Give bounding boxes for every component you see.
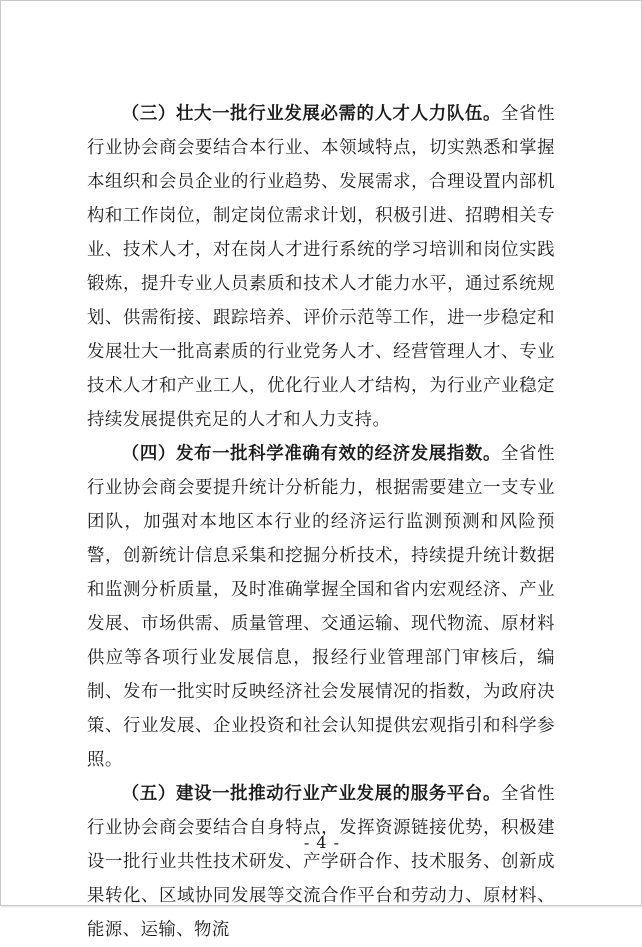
paragraph-3 (87, 97, 555, 437)
section-heading-3: （三）壮大一批行业发展必需的人才人力队伍。 (121, 104, 502, 124)
page-number: - 4 - (303, 833, 341, 852)
paragraph-5-body: 全省性行业协会商会要结合自身特点，发挥资源链接优势，积极建设一批行业共性技术研发、产学研合作、技术服务、创新成果转化、区域协同发展等交流合作平台和劳动力、原材料、能源、运输、物流 (87, 784, 556, 940)
document-body (87, 97, 555, 947)
section-heading-4: （四）发布一批科学准确有效的经济发展指数。 (121, 444, 502, 464)
paragraph-4-body: 全省性行业协会商会要提升统计分析能力，根据需要建立一支专业团队，加强对本地区本行业的经济运行监测预测和风险预警，创新统计信息采集和挖掘分析技术，持续提升统计数据和监测分析质量，及时准确掌握全国和省内宏观经济、产业发展、市场供需、质量管理、交通运输、现代物流、原材料供应等各项行业发展信息，报经行业管理部门审核后，编制、发布一批实时反映经济社会发展情况的指数，为政府决策、行业发展、企业投资和社会认知提供宏观指引和科学参照。 (87, 444, 556, 770)
paragraph-4 (87, 437, 555, 777)
paragraph-5 (87, 777, 555, 947)
section-heading-5: （五）建设一批推动行业产业发展的服务平台。 (121, 784, 502, 804)
paragraph-3-body: 全省性行业协会商会要结合本行业、本领域特点，切实熟悉和掌握本组织和会员企业的行业趋势、发展需求，合理设置内部机构和工作岗位，制定岗位需求计划，积极引进、招聘相关专业、技术人才，对在岗人才进行系统的学习培训和岗位实践锻炼，提升专业人员素质和技术人才能力水平，通过系统规划、供需衔接、跟踪培养、评价示范等工作，进一步稳定和发展壮大一批高素质的行业党务人才、经营管理人才、专业技术人才和产业工人，优化行业人才结构，为行业产业稳定持续发展提供充足的人才和人力支持。 (87, 104, 556, 430)
